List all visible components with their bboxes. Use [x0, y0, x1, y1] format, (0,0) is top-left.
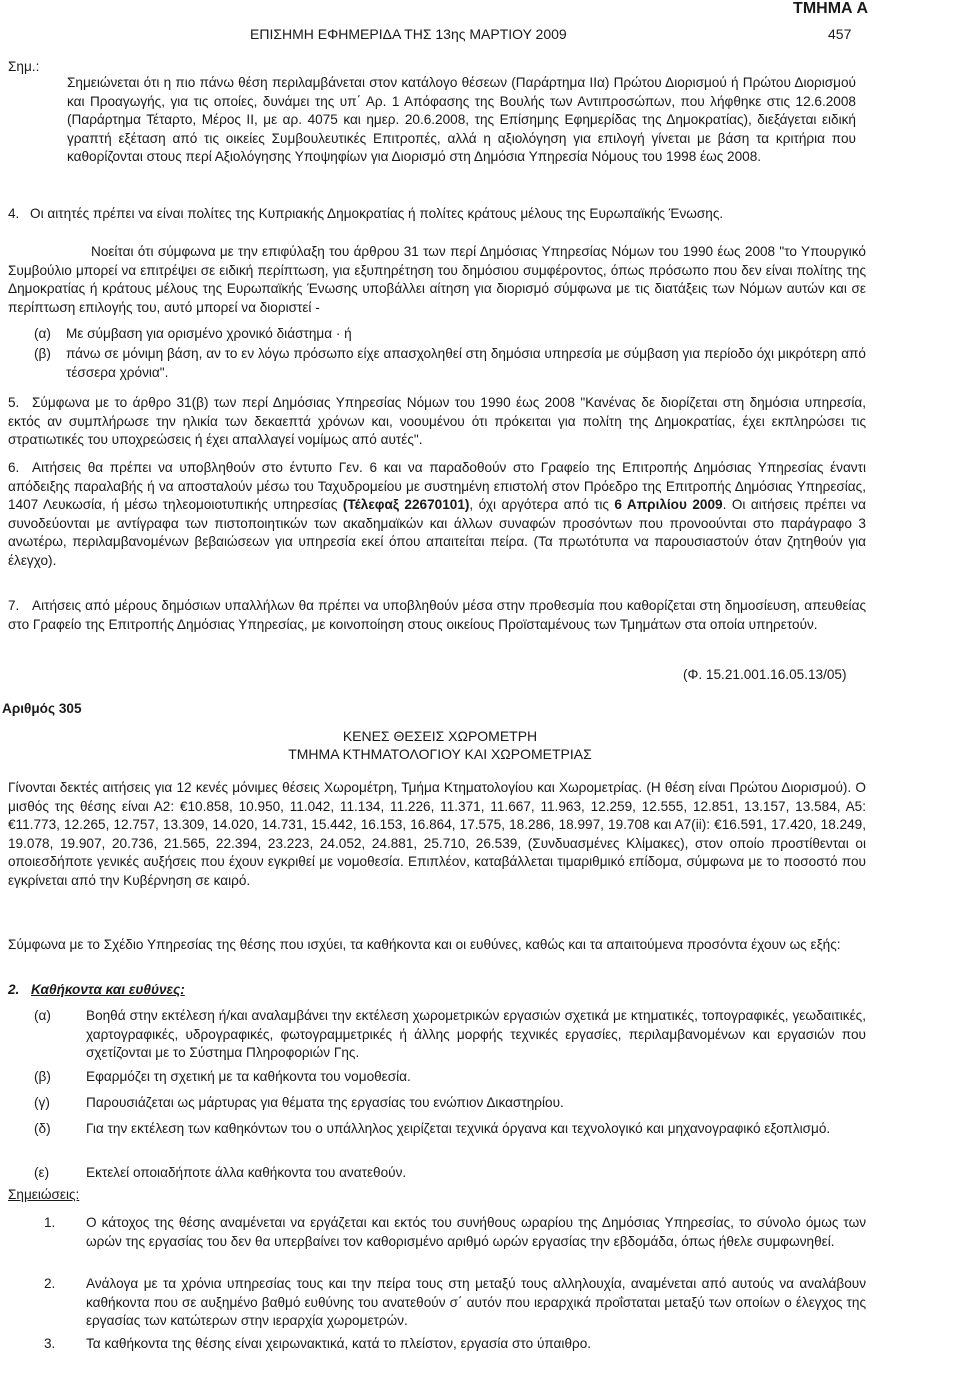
remark-3-label: 3.: [44, 1336, 56, 1351]
item4-sub-a: Με σύμβαση για ορισμένο χρονικό διάστημα · ή: [66, 326, 352, 341]
gazette-title: ΕΠΙΣΗΜΗ ΕΦΗΜΕΡΙΔΑ ΤΗΣ 13ης ΜΑΡΤΙΟΥ 2009: [250, 26, 567, 42]
notice-scheme: Σύμφωνα με το Σχέδιο Υπηρεσίας της θέσης που ισχύει, τα καθήκοντα και οι ευθύνες, καθώς και τα απαιτούμενα προσόντα έχουν ως εξής:: [8, 937, 841, 952]
duty-a-label: (α): [34, 1008, 51, 1023]
note-text: Σημειώνεται ότι η πιο πάνω θέση περιλαμβάνεται στον κατάλογο θέσεων (Παράρτημα IIα) Πρώτου Διορισμού ή Πρώτου Διορισμού και Προαγωγής, για τις οποίες, δυνάμει της υπ΄ Αρ. 1 Απόφασης της Βουλής των Αντιπροσώπων, που λήφθηκε στις 12.6.2008 (Παράρτημα Τέταρτο, Μέρος II, με αρ. 4075 και ημερ. 20.6.2008, της Επίσημης Εφημερίδας της Δημοκρατίας), διεξάγεται ειδική γραπτή εξέταση από τις οικείες Συμβουλευτικές Επιτροπές, αλλά η αξιολόγηση για επιλογή γίνεται με βάση τα κριτήρια που καθορίζονται στους περί Αξιολόγησης Υποψηφίων για Διορισμό στη Δημόσια Υπηρεσία Νόμους του 1998 έως 2008.: [67, 75, 856, 165]
duty-e-label: (ε): [34, 1165, 50, 1180]
notice-number: Αριθμός 305: [2, 701, 82, 716]
notice-title-line1: ΚΕΝΕΣ ΘΕΣΕΙΣ ΧΩΡΟΜΕΤΡΗ: [342, 728, 538, 744]
item7-text: Αιτήσεις από μέρους δημόσιων υπαλλήλων θα πρέπει να υποβληθούν μέσα στην προθεσμία που καθορίζεται στη δημοσίευση, απευθείας στο Γραφείο της Επιτροπής Δημόσιας Υπηρεσίας, με κοινοποίηση στους οικείους Προϊσταμένους των Τμημάτων στα οποία υπηρετούν.: [8, 598, 866, 632]
item5-number: 5.: [8, 395, 20, 410]
item6-fax: (Τέλεφαξ 22670101): [342, 497, 470, 513]
item7-number: 7.: [8, 598, 20, 613]
duty-b-text: Εφαρμόζει τη σχετική με τα καθήκοντα του νομοθεσία.: [86, 1069, 411, 1084]
item6-text-pre: Αιτήσεις θα πρέπει να υποβληθούν στο έντυπο Γεν. 6 και να παραδοθούν στο Γραφείο της Επιτροπής Δημόσιας Υπηρεσίας έναντι απόδειξης παραλαβής ή να αποσταλούν μέσω του Ταχυδρομείου με συστημένη επιστολή στον Πρόεδρο της Επιτροπής Δημόσιας Υπηρεσίας, 1407 Λευκωσία, ή μέσω τηλεομοιοτυπικής υπηρεσίας: [8, 460, 866, 513]
item6-text-mid: , όχι αργότερα από τις: [469, 497, 615, 513]
section-label: ΤΜΗΜΑ Α: [793, 0, 868, 17]
notice-title-line2: ΤΜΗΜΑ ΚΤΗΜΑΤΟΛΟΓΙΟΥ ΚΑΙ ΧΩΡΟΜΕΤΡΙΑΣ: [288, 746, 592, 762]
remark-2-label: 2.: [44, 1276, 56, 1291]
duty-c-text: Παρουσιάζεται ως μάρτυρας για θέματα της εργασίας του ενώπιον Δικαστηρίου.: [86, 1095, 564, 1110]
duty-d-label: (δ): [34, 1121, 51, 1136]
item4-sub-a-label: (α): [34, 326, 51, 341]
item4-sub-b-label: (β): [34, 346, 51, 361]
item4-number: 4.: [8, 206, 20, 221]
item6-deadline: 6 Απριλίου 2009: [614, 497, 723, 513]
duties-heading-number: 2.: [8, 982, 20, 997]
remark-3-text: Τα καθήκοντα της θέσης είναι χειρωνακτικά, κατά το πλείστον, εργασία στο ύπαιθρο.: [86, 1336, 592, 1351]
duty-c-label: (γ): [34, 1095, 50, 1110]
note-label: Σημ.:: [8, 59, 40, 74]
duty-d-text: Για την εκτέλεση των καθηκόντων του ο υπάλληλος χειρίζεται τεχνικά όργανα και τεχνολογικό και μηχανογραφικό εξοπλισμό.: [86, 1121, 831, 1136]
duties-heading: Καθήκοντα και ευθύνες:: [31, 982, 185, 997]
item6-text: [8, 459, 866, 571]
item4-text: Οι αιτητές πρέπει να είναι πολίτες της Κυπριακής Δημοκρατίας ή πολίτες κράτους μέλους της Ευρωπαϊκής Ένωσης.: [30, 206, 724, 221]
duty-e-text: Εκτελεί οποιαδήποτε άλλα καθήκοντα του ανατεθούν.: [86, 1165, 407, 1180]
page-number: 457: [828, 26, 852, 42]
item6-text-post: . Οι αιτήσεις πρέπει να συνοδεύονται με αντίγραφα των πιστοποιητικών των ακαδημαϊκών και άλλων συναφών προσόντων που προνοούνται στο παράγραφο 3 ανωτέρω, περιλαμβανομένων βεβαιώσεων για υπηρεσία εκεί όπου απαιτείται πείρα. (Τα πρωτότυπα να παρουσιαστούν όταν ζητηθούν για έλεγχο).: [8, 497, 866, 568]
notice-intro: Γίνονται δεκτές αιτήσεις για 12 κενές μόνιμες θέσεις Χωρομέτρη, Τμήμα Κτηματολογίου και Χωρομετρίας. (Η θέση είναι Πρώτου Διορισμού). Ο μισθός της θέσης είναι Α2: €10.858, 10.950, 11.042, 11.134, 11.226, 11.371, 11.667, 11.963, 12.259, 12.555, 12.851, 13.157, 13.584, Α5: €11.773, 12.265, 12.757, 13.309, 14.020, 14.731, 15.442, 16.153, 16.864, 17.575, 18.286, 18.997, 19.708 και Α7(ii): €16.591, 17.420, 18.249, 19.078, 19.907, 20.736, 21.565, 22.394, 23.223, 24.052, 24.881, 25.710, 26.539, (Συνδυασμένες Κλίμακες), στον οποίο προστίθενται οι οποιεσδήποτε γενικές αυξήσεις που έχουν εγκριθεί με νομοθεσία. Επιπλέον, καταβάλλεται τιμαριθμικό επίδομα, σύμφωνα με το ποσοστό που εγκρίνεται από την Κυβέρνηση σε καιρό.: [8, 780, 866, 888]
remark-1-label: 1.: [44, 1215, 56, 1230]
item6-number: 6.: [8, 460, 20, 475]
duty-b-label: (β): [34, 1069, 51, 1084]
file-reference: (Φ. 15.21.001.16.05.13/05): [683, 667, 847, 682]
item4-para: Νοείται ότι σύμφωνα με την επιφύλαξη του άρθρου 31 των περί Δημόσιας Υπηρεσίας Νόμων του 1990 έως 2008 "το Υπουργικό Συμβούλιο μπορεί να επιτρέψει σε ειδική περίπτωση, για εξυπηρέτηση του δημόσιου συμφέροντος, όπως πρόσωπο που δεν είναι πολίτης της Δημοκρατίας ή κράτους μέλους της Ευρωπαϊκής Ένωσης υποβάλλει αίτηση για διορισμό σύμφωνα με τις διατάξεις των Νόμων αυτών και σε περίπτωση επιλογής του, αυτό μπορεί να διοριστεί -: [8, 244, 866, 315]
remark-1-text: Ο κάτοχος της θέσης αναμένεται να εργάζεται και εκτός του συνήθους ωραρίου της Δημόσιας Υπηρεσίας, το σύνολο όμως των ωρών της εργασίας του δεν θα υπερβαίνει τον καθορισμένο αριθμό ωρών εργασίας την εβδομάδα, όπως ήθελε συμφωνηθεί.: [86, 1215, 866, 1249]
remarks-heading: Σημειώσεις:: [8, 1187, 80, 1202]
remark-2-text: Ανάλογα με τα χρόνια υπηρεσίας τους και την πείρα τους στη μεταξύ τους αλληλουχία, αναμένεται από αυτούς να αναλάβουν καθήκοντα που σε αυξημένο βαθμό ευθύνης του ανατεθούν σ΄ αυτόν που ιεραρχικά προΐσταται μεταξύ των οποίων ο έλεγχος της εργασίας των κατώτερων στην ιεραρχία χωρομετρών.: [86, 1276, 866, 1329]
duty-a-text: Βοηθά στην εκτέλεση ή/και αναλαμβάνει την εκτέλεση χωρομετρικών εργασιών σχετικά με κτηματικές, τοπογραφικές, γεωδαιτικές, χαρτογραφικές, υδρογραφικές, φωτογραμμετρικές ή άλλης μορφής τεχνικές εργασίες, περιλαμβανομένων και εργασιών που σχετίζονται με το Σύστημα Πληροφοριών Γης.: [86, 1008, 866, 1061]
item5-text: Σύμφωνα με το άρθρο 31(β) των περί Δημόσιας Υπηρεσίας Νόμων του 1990 έως 2008 "Κανένας δε διορίζεται στη δημόσια υπηρεσία, εκτός αν συμπλήρωσε την ηλικία των δεκαεπτά χρόνων και, νοουμένου ότι πρόκειται για πολίτη της Δημοκρατίας, έχει εκπληρώσει τις στρατιωτικές του υποχρεώσεις ή έχει απαλλαγεί νομίμως από αυτές".: [8, 395, 866, 448]
item4-sub-b: πάνω σε μόνιμη βάση, αν το εν λόγω πρόσωπο είχε απασχοληθεί στη δημόσια υπηρεσία με σύμβαση για περίοδο όχι μικρότερη από τέσσερα χρόνια".: [66, 346, 866, 380]
